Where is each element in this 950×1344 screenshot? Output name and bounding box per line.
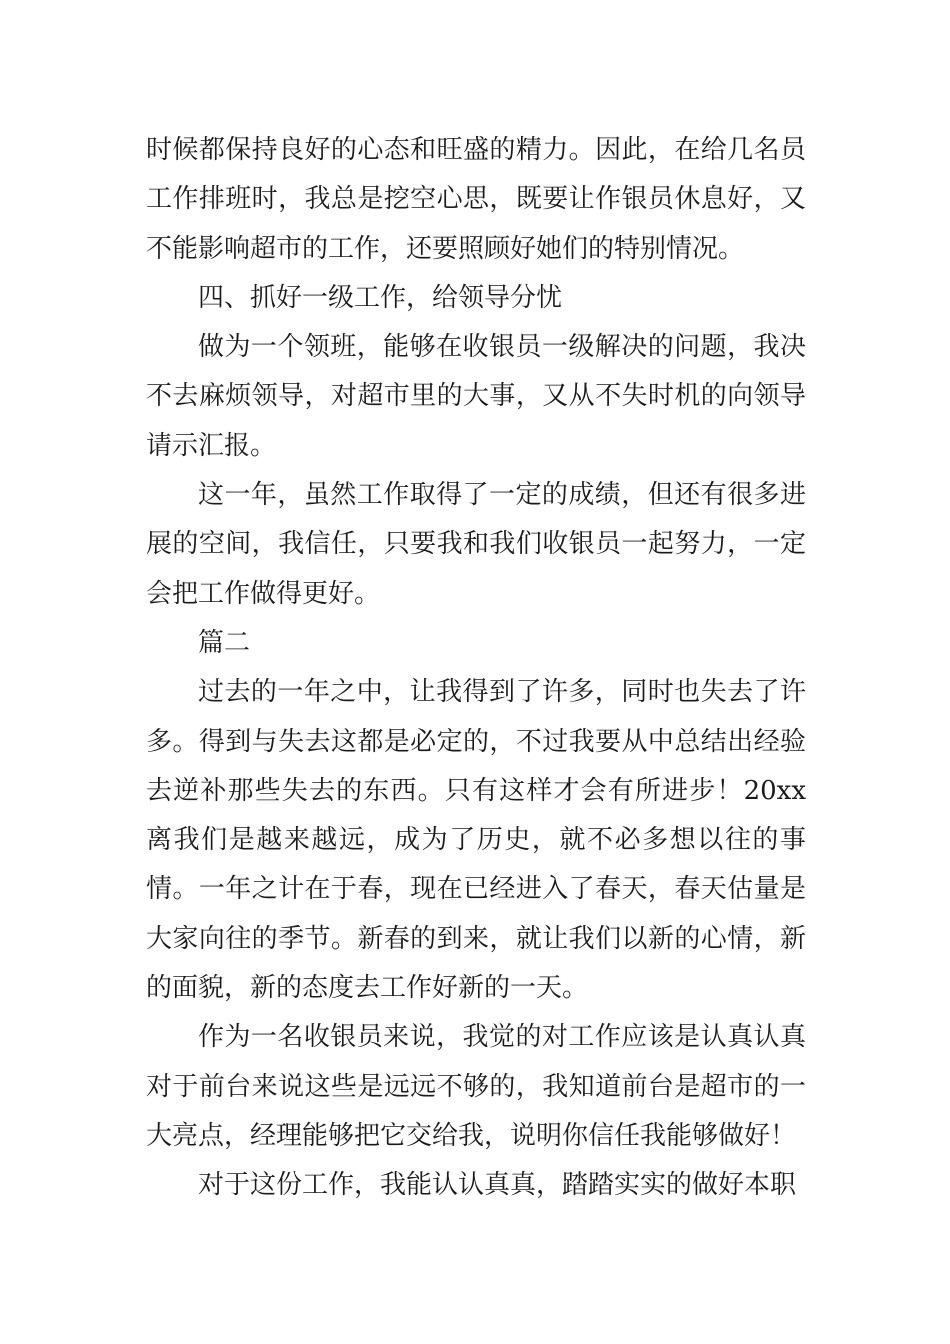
paragraph-3: 这一年，虽然工作取得了一定的成绩，但还有很多进展的空间，我信任，只要我和我们收银员一起努力，一定会把工作做得更好。: [146, 480, 806, 609]
paragraph-6: 对于这份工作，我能认认真真，踏踏实实的做好本职: [198, 1170, 797, 1201]
paragraph-4: 过去的一年之中，让我得到了许多，同时也失去了许多。得到与失去这都是必定的，不过我要从中总结出经验去逆补那些失去的东西。只有这样才会有所进步！20xx离我们是越来越远，成为了历史，就不必多想以往的事情。一年之计在于春，现在已经进入了春天，春天估量是大家向往的季节。新春的到来，就让我们以新的心情，新的面貌，新的态度去工作好新的一天。: [146, 677, 806, 1004]
section-heading-part-two: 篇二: [198, 627, 251, 658]
document-body: [146, 126, 806, 1211]
paragraph-5: 作为一名收银员来说，我觉的对工作应该是认真认真对于前台来说这些是远远不够的，我知道前台是超市的一大亮点，经理能够把它交给我，说明你信任我能够做好！: [146, 1022, 806, 1151]
paragraph-2: 做为一个领班，能够在收银员一级解决的问题，我决不去麻烦领导，对超市里的大事，又从不失时机的向领导请示汇报。: [146, 332, 806, 461]
section-heading-4: 四、抓好一级工作，给领导分忧: [198, 282, 563, 313]
paragraph-1: 时候都保持良好的心态和旺盛的精力。因此，在给几名员工作排班时，我总是挖空心思，既要让作银员休息好，又不能影响超市的工作，还要照顾好她们的特别情况。: [146, 135, 806, 264]
